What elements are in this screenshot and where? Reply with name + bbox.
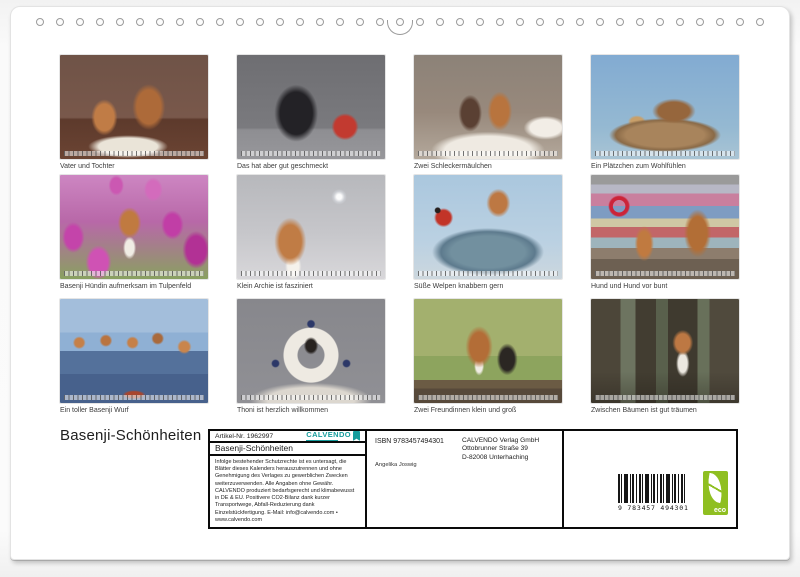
binding-hole [556,18,564,26]
thumbnail-caption: Zwischen Bäumen ist gut träumen [591,407,697,414]
thumbnail-cell [237,299,385,415]
publisher-name: CALVENDO Verlag GmbH [462,437,540,444]
eco-badge [703,471,728,515]
binding-hole [516,18,524,26]
binding-hole [676,18,684,26]
binding-hole [36,18,44,26]
binding-hole [316,18,324,26]
calvendo-tagline-bar [306,440,337,442]
binding-hole [96,18,104,26]
binding-hole [496,18,504,26]
binding-hole [176,18,184,26]
thumbnail-photo [60,55,208,159]
thumbnail-cell [591,299,739,415]
publisher-street: Ottobrunner Straße 39 [462,445,528,453]
calvendo-flag-icon [353,431,360,441]
publisher-city: D-82008 Unterhaching [462,453,529,461]
calendar-date-strip [418,151,558,156]
thumbnail-caption: Basenji Hündin aufmerksam im Tulpenfeld [60,283,192,290]
binding-hole [596,18,604,26]
author-name: Angelika Joswig [375,462,417,468]
calvendo-logo-text: CALVENDO [306,430,351,439]
thumbnail-photo [237,55,385,159]
thumbnail-caption: Ein Plätzchen zum Wohlfühlen [591,163,686,170]
binding-hole [736,18,744,26]
barcode-bars [618,474,686,503]
calendar-date-strip [64,151,204,156]
thumbnail-cell [60,175,208,291]
barcode-digits: 9 783457 494301 [618,504,689,512]
thumbnail-caption: Zwei Schleckermäulchen [414,163,492,170]
binding-hole [456,18,464,26]
thumbnail-caption: Hund und Hund vor bunt [591,283,668,290]
product-title: Basenji-Schönheiten [210,443,365,456]
eco-badge-label: eco [713,507,726,514]
thumbnail-caption: Ein toller Basenji Wurf [60,407,129,414]
calendar-date-strip [241,395,381,400]
calendar-date-strip [241,151,381,156]
binding-hole [336,18,344,26]
binding-hole [376,18,384,26]
thumbnail-cell [237,55,385,171]
calendar-date-strip [595,151,735,156]
binding-hole [136,18,144,26]
calendar-date-strip [595,271,735,276]
thumbnail-cell [414,299,562,415]
product-info-right-column [564,431,736,527]
thumbnail-photo [60,175,208,279]
binding-hole [756,18,764,26]
thumbnail-photo [60,299,208,403]
calendar-date-strip [64,395,204,400]
binding-hole [276,18,284,26]
binding-hole [256,18,264,26]
thumbnail-caption: Thoni ist herzlich willkommen [237,407,329,414]
binding-hole [476,18,484,26]
thumbnail-caption: Vater und Tochter [60,163,115,170]
binding-hole [196,18,204,26]
page-title: Basenji-Schönheiten [60,427,202,444]
binding-hole [696,18,704,26]
binding-hole [576,18,584,26]
product-info-left-column [210,431,367,527]
thumbnail-caption: Das hat aber gut geschmeckt [237,163,329,170]
product-info-middle-column [367,431,564,527]
binding-hole [216,18,224,26]
thumbnail-cell [414,55,562,171]
legal-text: Infolge bestehender Schutzrechte ist es untersagt, die Blätter dieses Kalenders herauszutrennen und ohne Genehmigung des Verlages zu gewerblichen Zwecken weiterzuverwenden. Alle Angaben ohne Gewähr. CALVENDO produziert bedarfsgerecht und klimabewusst in DE & EU. Positivere CO2-Bilanz dank kurzer Transportwege, Abfall-Reduzierung dank Einzelstückfertigung. E-Mail: info@calvendo.com • www.calvendo.com [215,458,355,523]
calendar-date-strip [241,271,381,276]
thumbnail-photo [591,175,739,279]
leaf-icon [705,473,726,503]
thumbnail-cell [237,175,385,291]
calendar-date-strip [418,395,558,400]
thumbnail-cell [414,175,562,291]
thumbnail-photo [237,175,385,279]
calvendo-logo [306,431,360,441]
binding-hole [76,18,84,26]
binding-hole [296,18,304,26]
binding-hole [236,18,244,26]
calendar-date-strip [64,271,204,276]
thumbnail-caption: Zwei Freundinnen klein und groß [414,407,517,414]
thumbnail-caption: Klein Archie ist fasziniert [237,283,313,290]
binding-hole [536,18,544,26]
binding-hole [716,18,724,26]
binding-hole [636,18,644,26]
article-number-row [210,431,365,443]
calendar-date-strip [595,395,735,400]
binding-hole [416,18,424,26]
thumbnail-photo [591,55,739,159]
binding-hole [356,18,364,26]
thumbnail-cell [60,55,208,171]
article-number: Artikel-Nr. 1962997 [215,432,274,440]
barcode [618,474,689,512]
thumbnail-photo [414,299,562,403]
thumbnail-photo [591,299,739,403]
isbn-number: ISBN 9783457494301 [375,438,444,445]
binding-hole [436,18,444,26]
thumbnail-cell [60,299,208,415]
binding-hole [156,18,164,26]
binding-hole [116,18,124,26]
thumbnail-photo [237,299,385,403]
publisher-address [462,437,539,462]
thumbnail-cell [591,175,739,291]
binding-hole [56,18,64,26]
calendar-date-strip [418,271,558,276]
thumbnail-caption: Süße Welpen knabbern gern [414,283,504,290]
thumbnail-cell [591,55,739,171]
thumbnail-photo [414,175,562,279]
thumbnail-photo [414,55,562,159]
binding-hole [656,18,664,26]
binding-hole [616,18,624,26]
product-info-box [208,429,738,529]
